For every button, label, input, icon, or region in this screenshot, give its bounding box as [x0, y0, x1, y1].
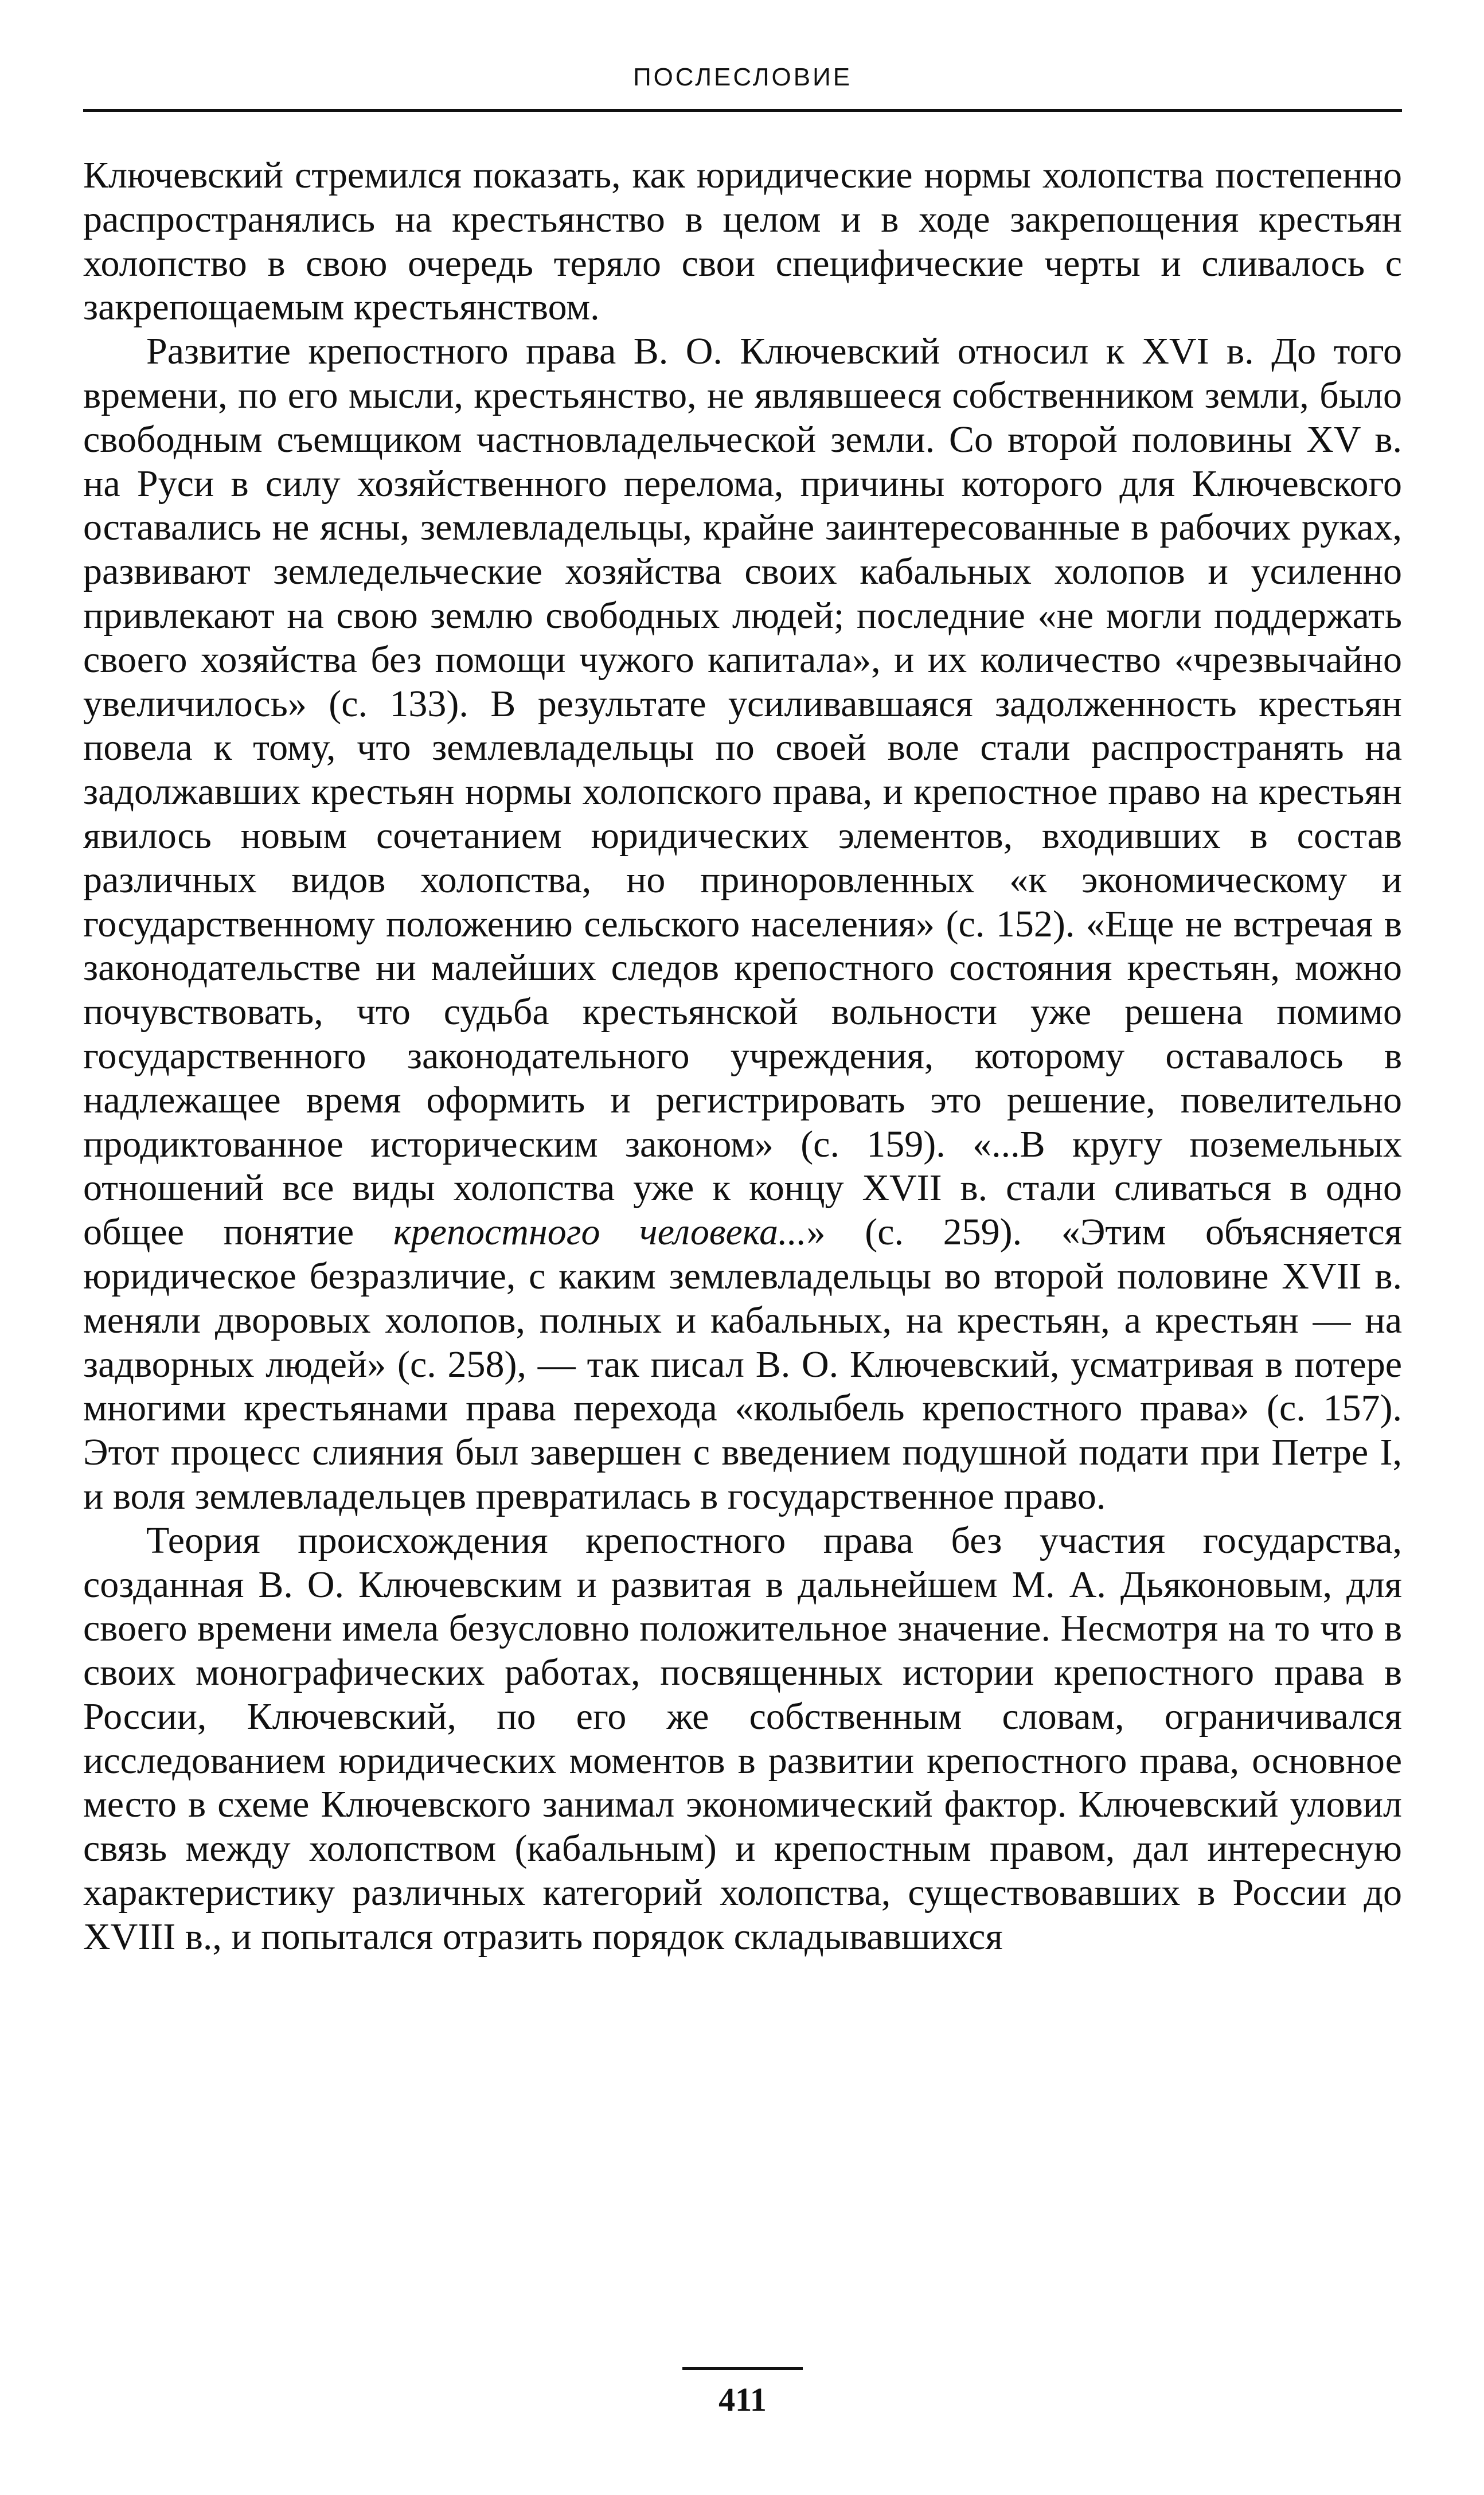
- paragraph-2-tail: » (с. 259). «Этим объясняется юридическое безразличие, с каким землевладельцы во второй половине XVII в. меняли дворовых холопов, полных и кабальных, на крестьян, а крестьян — на задворных людей» (с. 258), — так писал В. О. Ключевский, усматривая в потере многими крестьянами права перехода «колыбель крепостного права» (с. 157). Этот процесс слияния был завершен с введением подушной подати при Петре I, и воля землевладельцев превратилась в государственное право.: [83, 1211, 1403, 1517]
- paragraph-2-text: Развитие крепостного права В. О. Ключевский относил к XVI в. До того времени, по его мысли, крестьянство, не являвшееся собственником земли, было свободным съемщиком частновладельческой земли. Со второй половины XV в. на Руси в силу хозяйственного перелома, причины которого для Ключевского оставались не ясны, землевладельцы, крайне заинтересованные в рабочих руках, развивают земледельческие хозяйства своих кабальных холопов и усиленно привлекают на свою землю свободных людей; последние «не могли поддержать своего хозяйства без помощи чужого капитала», и их количество «чрезвычайно увеличилось» (с. 133). В результате усиливавшаяся задолженность крестьян повела к тому, что землевладельцы по своей воле стали распространять на задолжавших крестьян нормы холопского права, и крепостное право на крестьян явилось новым сочетанием юридических элементов, входивших в состав различных видов холопства, но приноровленных «к экономическому и государственному положению сельского населения» (с. 152). «Еще не встречая в законодательстве ни малейших следов крепостного состояния крестьян, можно почувствовать, что судьба крестьянской вольности уже решена помимо государственного законодательного учреждения, которому оставалось в надлежащее время оформить и регистрировать это решение, повелительно продиктованное историческим законом» (с. 159). «...В кругу поземельных отношений все виды холопства уже к концу XVII в. стали сливаться в одно общее понятие: [83, 330, 1402, 1254]
- paragraph-2: [83, 330, 1402, 1519]
- running-head: ПОСЛЕСЛОВИЕ: [632, 63, 853, 91]
- italic-term: крепостного человека...: [393, 1211, 807, 1254]
- body-text: [83, 154, 1402, 1959]
- header-rule: [83, 109, 1402, 112]
- page-number: 411: [718, 2381, 767, 2418]
- paragraph-3: Теория происхождения крепостного права без участия государства, созданная В. О. Ключевским и развитая в дальнейшем М. А. Дьяконовым, для своего времени имела безусловно положительное значение. Несмотря на то что в своих монографических работах, посвященных истории крепостного права в России, Ключевский, по его же собственным словам, ограничивался исследованием юридических моментов в развитии крепостного права, основное место в схеме Ключевского занимал экономический фактор. Ключевский уловил связь между холопством (кабальным) и крепостным правом, дал интересную характеристику различных категорий холопства, существовавших в России до XVIII в., и попытался отразить порядок складывавшихся: [83, 1519, 1402, 1958]
- folio-rule: [682, 2367, 803, 2370]
- paragraph-1: Ключевский стремился показать, как юридические нормы холопства постепенно распространялись на крестьянство в целом и в ходе закрепощения крестьян холопство в свою очередь теряло свои специфические черты и сливалось с закрепощаемым крестьянством.: [83, 154, 1402, 329]
